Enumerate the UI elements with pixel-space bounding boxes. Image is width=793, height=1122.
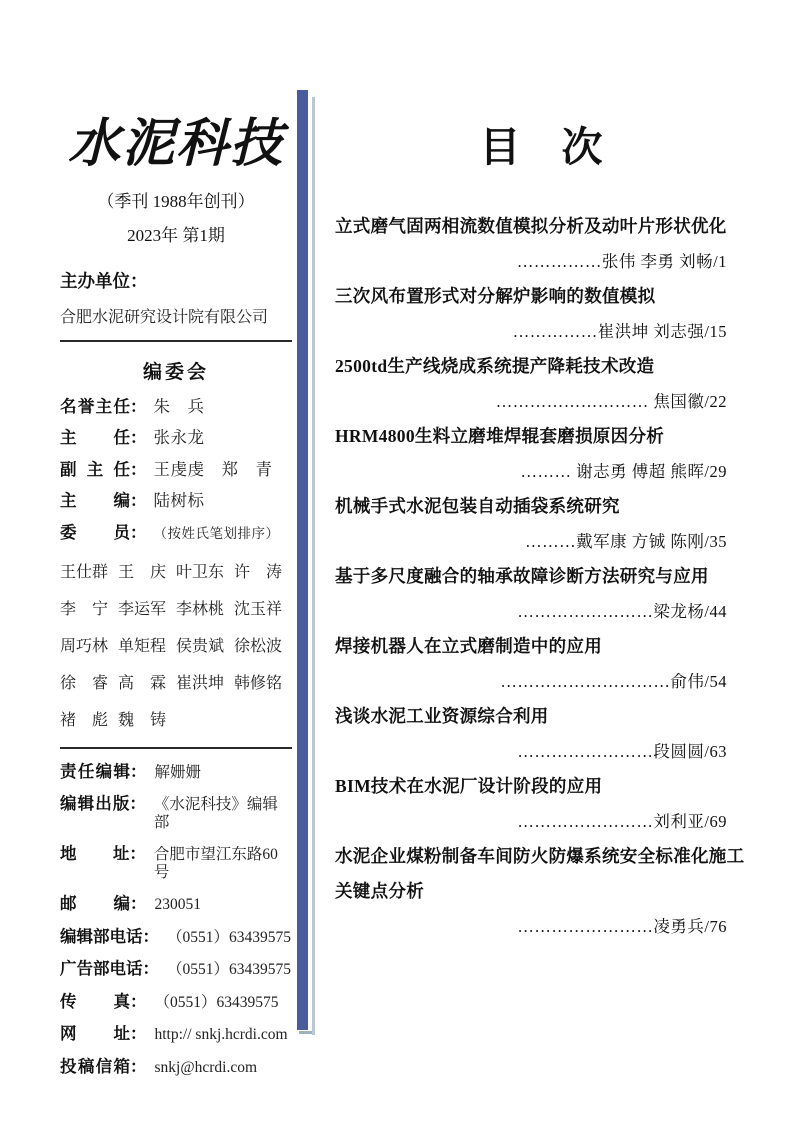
toc-article-title: 2500td生产线烧成系统提产降耗技术改造 [335, 356, 655, 377]
pub-label: 广告部电话 [60, 959, 143, 979]
role-value: 张永龙 [153, 428, 205, 448]
toc-article-byline: ……………………刘利亚/69 [517, 812, 727, 832]
toc-article-byline: ……………………梁龙杨/44 [517, 602, 727, 622]
role-colon: ： [130, 428, 147, 448]
organizer-label: 主办单位： [60, 271, 148, 291]
publication-info [60, 763, 292, 1077]
divider-bar-shadow [312, 97, 315, 1035]
toc-article-byline: ………戴军康 方铖 陈刚/35 [525, 532, 727, 552]
pub-value: （0551）63439575 [154, 993, 279, 1011]
journal-title: 水泥科技 [67, 116, 284, 173]
member-name: 徐 睿 [60, 675, 109, 693]
board-members-grid [60, 559, 292, 730]
journal-subtitle: （季刊 1988年创刊） [97, 192, 255, 211]
toc-article-title: 基于多尺度融合的轴承故障诊断方法研究与应用 [335, 566, 709, 587]
pub-label: 编辑出版 [60, 794, 130, 814]
member-name: 王仕群 [60, 564, 109, 582]
pub-row [60, 1058, 292, 1077]
pub-colon: ： [130, 761, 147, 781]
pub-label: 编辑部电话 [60, 926, 143, 946]
pub-label: 传真 [60, 991, 130, 1011]
toc-article-byline: ……………………段圆圆/63 [517, 742, 727, 762]
toc-article-title: HRM4800生料立磨堆焊辊套磨损原因分析 [335, 426, 665, 447]
member-name: 李 宁 [60, 601, 109, 619]
pub-row [60, 960, 292, 979]
role-colon: ： [130, 396, 147, 416]
toc-article-byline: ……………崔洪坤 刘志强/15 [512, 322, 727, 342]
member-name: 许 涛 [234, 564, 283, 582]
toc-item [335, 769, 747, 839]
toc-item [335, 209, 747, 279]
pub-label: 网址 [60, 1024, 130, 1044]
pub-colon: ： [129, 844, 146, 864]
member-name: 崔洪坤 [176, 675, 225, 693]
role-colon: ： [130, 459, 147, 479]
member-name: 李林桃 [176, 601, 225, 619]
toc-item [335, 349, 747, 419]
pub-value: 解姗姗 [154, 763, 202, 781]
toc-article-title: 浅谈水泥工业资源综合利用 [335, 706, 549, 727]
toc-article-title: 机械手式水泥包装自动插袋系统研究 [335, 496, 620, 517]
toc-item [335, 839, 747, 944]
pub-value: snkj@hcrdi.com [154, 1058, 258, 1076]
toc-article-byline: …………………………俞伟/54 [500, 672, 727, 692]
pub-colon: ： [142, 926, 159, 946]
toc-item [335, 699, 747, 769]
section-rule-top [60, 340, 292, 342]
role-colon: ： [130, 491, 147, 511]
member-name: 李运军 [118, 601, 167, 619]
toc-article-title: BIM技术在水泥厂设计阶段的应用 [335, 776, 603, 797]
toc-article-byline: ……………张伟 李勇 刘畅/1 [516, 252, 727, 272]
role-value: 朱 兵 [153, 396, 205, 416]
board-role-row [60, 429, 292, 447]
toc-item [335, 489, 747, 559]
divider-bar [297, 90, 308, 1030]
board-role-row [60, 398, 292, 416]
toc-header: 目 次 [479, 124, 603, 170]
pub-label: 责任编辑 [60, 761, 130, 781]
pub-row [60, 928, 292, 947]
pub-row [60, 895, 292, 914]
toc-article-title: 三次风布置形式对分解炉影响的数值模拟 [335, 286, 656, 307]
role-label: 主编 [60, 491, 130, 511]
organizer-name: 合肥水泥研究设计院有限公司 [60, 309, 269, 326]
pub-colon: ： [130, 991, 147, 1011]
role-value: （按姓氏笔划排序） [153, 526, 280, 542]
toc-article-byline: ……………………… 焦国徽/22 [495, 392, 727, 412]
pub-label: 地址 [60, 844, 130, 864]
role-value: 陆树标 [153, 491, 205, 511]
editorial-board-header: 编委会 [142, 362, 209, 383]
toc-item [335, 279, 747, 349]
pub-value: 合肥市望江东路60号 [153, 846, 278, 882]
toc-item [335, 559, 747, 629]
pub-row [60, 795, 292, 832]
member-name: 王 庆 [118, 564, 167, 582]
member-name: 周巧林 [60, 638, 109, 656]
toc-article-title: 水泥企业煤粉制备车间防火防爆系统安全标准化施工关键点分析 [335, 846, 745, 902]
pub-value: http:// snkj.hcrdi.com [154, 1026, 288, 1044]
toc-item [335, 419, 747, 489]
pub-colon: ： [130, 894, 147, 914]
pub-row [60, 763, 292, 782]
member-name: 高 霖 [118, 675, 167, 693]
role-colon: ： [130, 523, 147, 543]
pub-value: （0551）63439575 [167, 928, 292, 946]
masthead-column [60, 112, 292, 1077]
board-role-row [60, 524, 292, 542]
role-label: 主任 [60, 428, 130, 448]
toc-article-byline: ……………………凌勇兵/76 [517, 917, 727, 937]
pub-colon: ： [130, 1056, 147, 1076]
pub-row [60, 845, 292, 882]
member-name: 单矩程 [118, 638, 167, 656]
pub-colon: ： [142, 959, 159, 979]
toc-article-title: 立式磨气固两相流数值模拟分析及动叶片形状优化 [335, 216, 727, 237]
pub-colon: ： [129, 794, 146, 814]
pub-label: 投稿信箱 [60, 1056, 130, 1076]
pub-label: 邮编 [60, 894, 130, 914]
pub-value: 《水泥科技》编辑部 [153, 796, 278, 831]
pub-row [60, 1025, 292, 1044]
toc-item [335, 629, 747, 699]
toc-column [335, 124, 747, 944]
role-value: 王虔虔 郑 青 [153, 459, 273, 479]
pub-value: （0551）63439575 [167, 961, 292, 979]
toc-article-title: 焊接机器人在立式磨制造中的应用 [335, 636, 602, 657]
pub-row [60, 993, 292, 1012]
member-name: 叶卫东 [176, 564, 225, 582]
pub-value: 230051 [154, 896, 201, 914]
board-role-row [60, 461, 292, 479]
member-name: 韩修铭 [234, 675, 283, 693]
member-name: 侯贵斌 [176, 638, 225, 656]
divider-bar-shadow-bottom [299, 1031, 312, 1034]
role-label: 委员 [60, 523, 130, 543]
toc-list [335, 209, 747, 944]
member-name: 沈玉祥 [234, 601, 283, 619]
role-label: 名誉主任 [60, 396, 130, 416]
section-rule-bottom [60, 747, 292, 749]
toc-article-byline: ……… 谢志勇 傅超 熊晖/29 [520, 462, 727, 482]
journal-issue: 2023年 第1期 [127, 226, 225, 245]
board-role-row [60, 492, 292, 510]
role-label: 副 主 任 [60, 459, 130, 479]
member-name: 徐松波 [234, 638, 283, 656]
pub-colon: ： [130, 1024, 147, 1044]
member-name: 魏 铸 [118, 712, 167, 730]
member-name: 褚 彪 [60, 712, 109, 730]
